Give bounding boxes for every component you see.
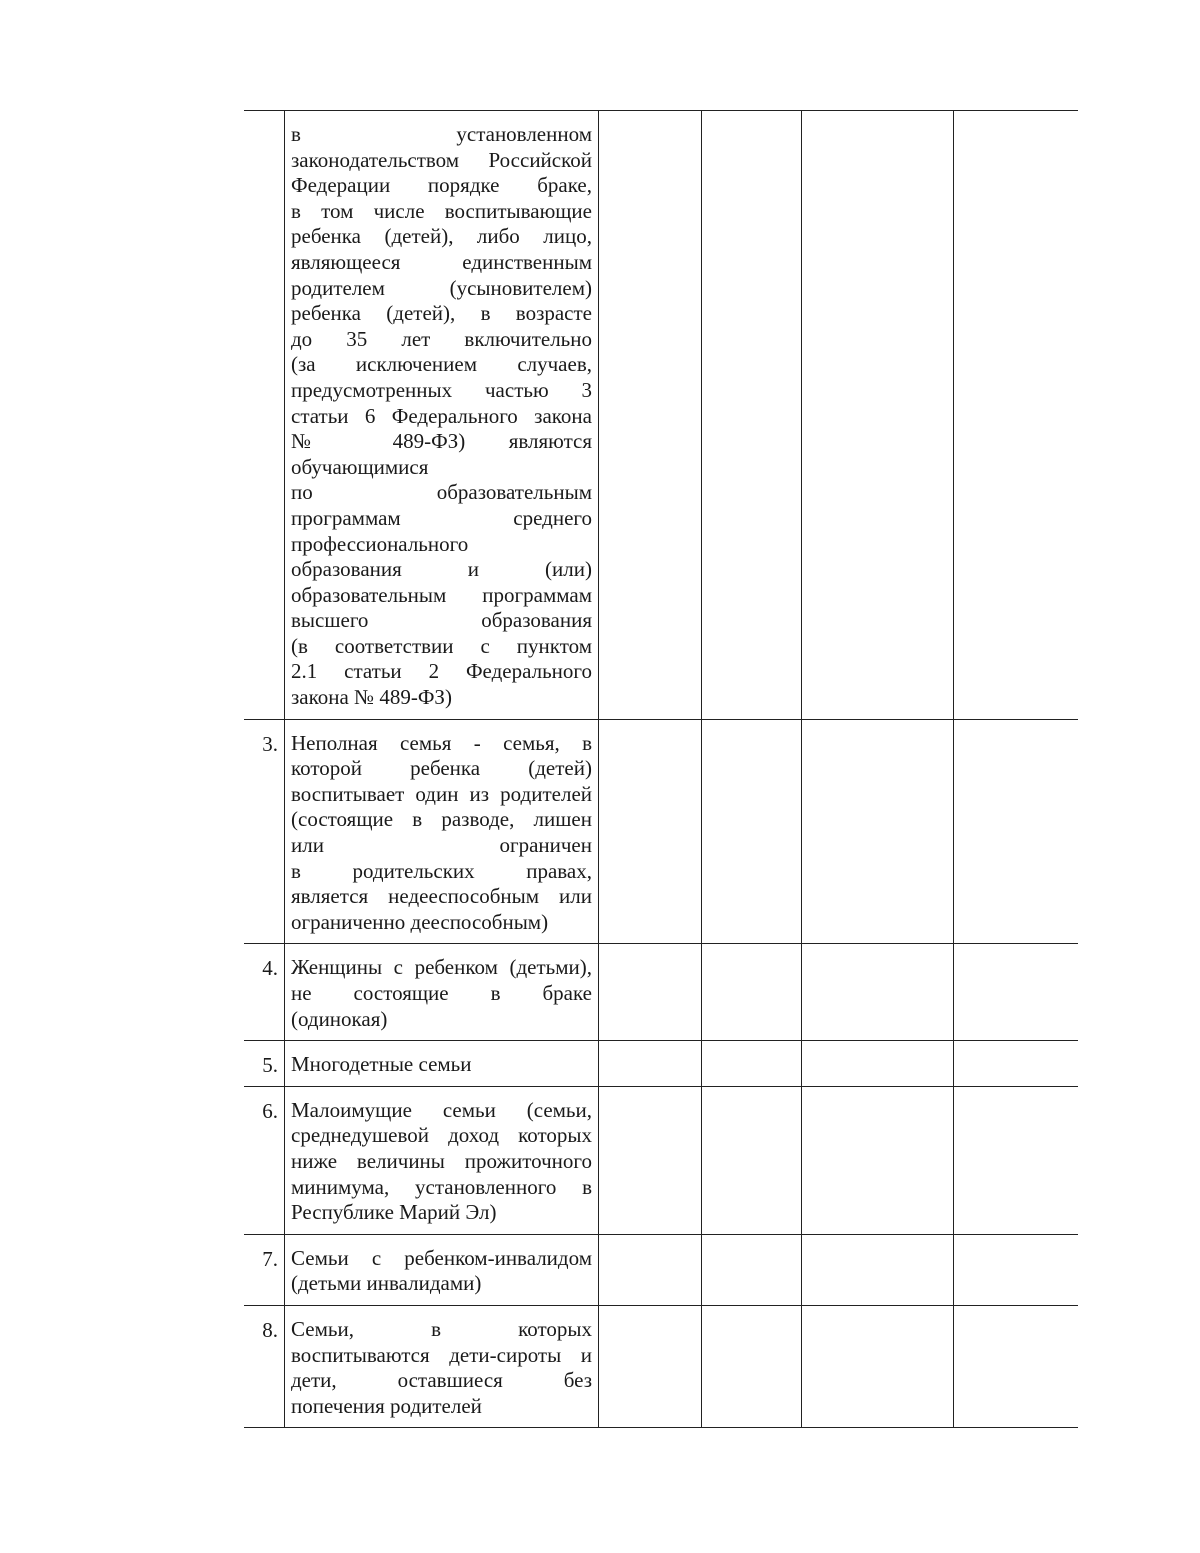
table-row (244, 1041, 1078, 1087)
table-row (244, 1087, 1078, 1235)
empty-cell (953, 944, 1078, 1040)
empty-cell (701, 1235, 801, 1305)
category-description (284, 720, 598, 944)
row-number: 5. (262, 1053, 278, 1078)
description-line: в родительских правах, (291, 858, 592, 883)
row-number: 4. (262, 956, 278, 981)
description-line: законодательством Российской (291, 147, 592, 172)
empty-cell (953, 1087, 1078, 1234)
empty-cell (598, 1235, 701, 1305)
empty-cell (953, 111, 1078, 719)
empty-cell (701, 1087, 801, 1234)
description-line: воспитываются дети-сироты и (291, 1342, 592, 1367)
description-line: Женщины с ребенком (детьми), (291, 955, 592, 980)
description-line: образовательным программам (291, 582, 592, 607)
description-line: родителем (усыновителем) (291, 275, 592, 300)
table-row (244, 110, 1078, 720)
description-line: Семьи с ребенком-инвалидом (291, 1245, 592, 1270)
description-line: являющееся единственным (291, 249, 592, 274)
empty-cell (801, 1087, 953, 1234)
description-line: или ограничен (291, 833, 592, 858)
description-line: ребенка (детей), в возрасте (291, 301, 592, 326)
description-line: (за исключением случаев, (291, 352, 592, 377)
empty-cell (801, 111, 953, 719)
description-line: обучающимися (291, 454, 429, 479)
description-line: 2.1 статьи 2 Федерального (291, 659, 592, 684)
empty-cell (701, 720, 801, 944)
empty-cell (701, 944, 801, 1040)
description-line: (состоящие в разводе, лишен (291, 807, 592, 832)
description-line: Многодетные семьи (291, 1052, 472, 1077)
description-line: воспитывает один из родителей (291, 781, 592, 806)
empty-cell (598, 1087, 701, 1234)
description-line: предусмотренных частью 3 (291, 377, 592, 402)
description-line: дети, оставшиеся без (291, 1368, 592, 1393)
empty-cell (801, 720, 953, 944)
description-line: Республике Марий Эл) (291, 1200, 497, 1225)
table-row (244, 720, 1078, 945)
row-number: 3. (262, 731, 278, 756)
empty-cell (598, 111, 701, 719)
row-number: 7. (262, 1246, 278, 1271)
category-description (284, 1306, 598, 1427)
description-line: в установленном (291, 122, 592, 146)
description-line: (в соответствии с пунктом (291, 633, 592, 658)
description-line: статьи 6 Федерального закона (291, 403, 592, 428)
description-line: Семьи, в которых (291, 1316, 592, 1341)
empty-cell (701, 1306, 801, 1427)
row-number: 8. (262, 1317, 278, 1342)
description-line: в том числе воспитывающие (291, 198, 592, 223)
empty-cell (953, 1041, 1078, 1086)
category-description (284, 1041, 598, 1086)
empty-cell (801, 944, 953, 1040)
empty-cell (598, 1041, 701, 1086)
table-row (244, 944, 1078, 1041)
empty-cell (953, 1306, 1078, 1427)
description-line: ограниченно дееспособным) (291, 909, 549, 934)
description-line: минимума, установленного в (291, 1174, 592, 1199)
row-number: 6. (262, 1098, 278, 1123)
description-line: до 35 лет включительно (291, 326, 592, 351)
description-line: № 489-ФЗ) являются (291, 429, 592, 454)
description-line: ребенка (детей), либо лицо, (291, 224, 592, 249)
beneficiary-categories-table (244, 110, 1078, 1428)
description-line: (одинокая) (291, 1006, 388, 1031)
description-line: Неполная семья - семья, в (291, 730, 592, 755)
category-description (284, 1235, 598, 1305)
empty-cell (801, 1235, 953, 1305)
description-line: Федерации порядке браке, (291, 173, 592, 198)
description-line: является недееспособным или (291, 884, 592, 909)
description-line: закона № 489-ФЗ) (291, 685, 452, 710)
table-row (244, 1235, 1078, 1306)
description-line: по образовательным (291, 480, 592, 505)
description-line: (детьми инвалидами) (291, 1271, 482, 1296)
description-line: среднедушевой доход которых (291, 1123, 592, 1148)
empty-cell (701, 1041, 801, 1086)
category-description (284, 111, 598, 719)
empty-cell (701, 111, 801, 719)
category-description (284, 1087, 598, 1234)
description-line: высшего образования (291, 608, 592, 633)
description-line: ниже величины прожиточного (291, 1148, 592, 1173)
empty-cell (598, 1306, 701, 1427)
empty-cell (598, 944, 701, 1040)
empty-cell (953, 1235, 1078, 1305)
description-line: Малоимущие семьи (семьи, (291, 1097, 592, 1122)
description-line: образования и (или) (291, 557, 592, 582)
row-number (244, 111, 284, 719)
category-description (284, 944, 598, 1040)
empty-cell (801, 1306, 953, 1427)
empty-cell (953, 720, 1078, 944)
description-line: не состоящие в браке (291, 981, 592, 1005)
description-line: которой ребенка (детей) (291, 756, 592, 781)
description-line: программам среднего (291, 505, 592, 530)
empty-cell (801, 1041, 953, 1086)
description-line: попечения родителей (291, 1393, 482, 1418)
table-row (244, 1306, 1078, 1428)
empty-cell (598, 720, 701, 944)
description-line: профессионального (291, 531, 469, 556)
